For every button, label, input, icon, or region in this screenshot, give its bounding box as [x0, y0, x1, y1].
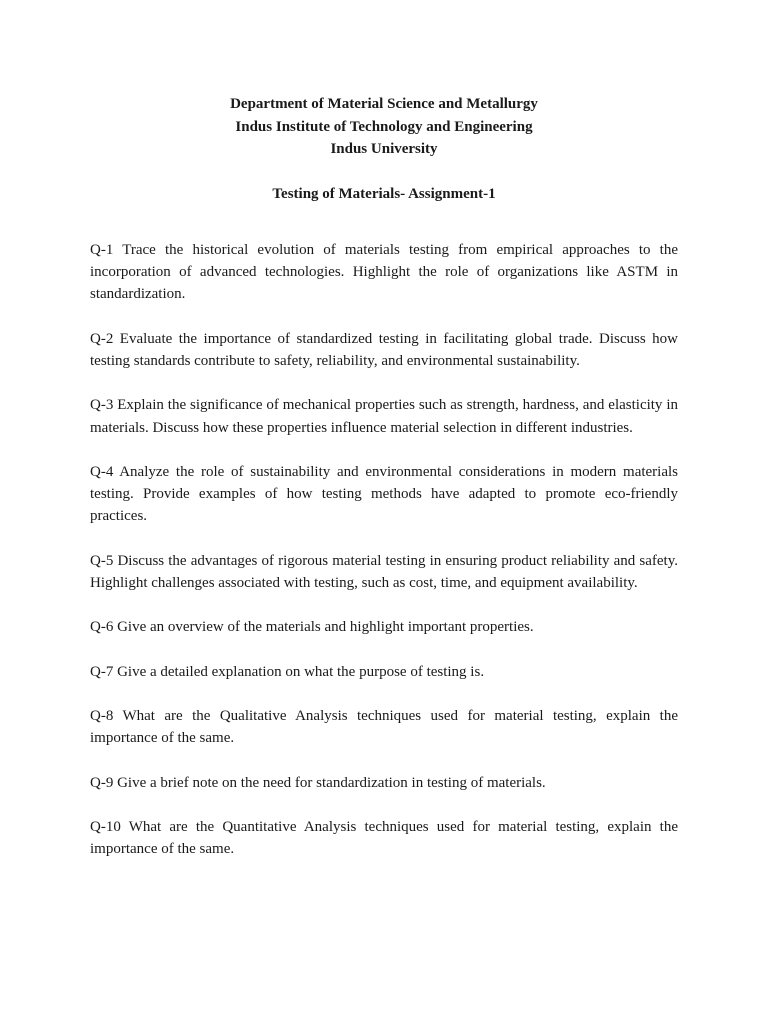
question-6: Q-6 Give an overview of the materials and highlight important properties.: [90, 619, 534, 636]
question-9: Q-9 Give a brief note on the need for standardization in testing of materials.: [90, 774, 546, 791]
question-8: Q-8 What are the Qualitative Analysis techniques used for material testing, explain the importance of the same.: [90, 708, 678, 747]
question-4: Q-4 Analyze the role of sustainability and environmental considerations in modern materials testing. Provide examples of how testing methods have adapted to promote eco-friendly practices.: [90, 463, 678, 525]
institute-name: Indus Institute of Technology and Engineering: [235, 118, 533, 135]
document-page: [90, 93, 678, 883]
question-7: Q-7 Give a detailed explanation on what the purpose of testing is.: [90, 663, 485, 680]
university-name: Indus University: [330, 141, 438, 157]
document-header: [90, 93, 678, 161]
assignment-title: Testing of Materials- Assignment-1: [272, 185, 496, 202]
question-2: Q-2 Evaluate the importance of standardized testing in facilitating global trade. Discuss how testing standards contribute to safety, reliability, and environmental sustainability.: [90, 330, 678, 369]
question-list: [90, 239, 678, 861]
question-10: Q-10 What are the Quantitative Analysis techniques used for material testing, explain the importance of the same.: [90, 819, 678, 858]
question-5: Q-5 Discuss the advantages of rigorous material testing in ensuring product reliability and safety. Highlight challenges associated with testing, such as cost, time, and equipment availability.: [90, 552, 678, 591]
department-name: Department of Material Science and Metallurgy: [230, 96, 538, 112]
question-3: Q-3 Explain the significance of mechanical properties such as strength, hardness, and elasticity in materials. Discuss how these properties influence material selection in different industries.: [90, 397, 678, 436]
question-1: Q-1 Trace the historical evolution of materials testing from empirical approaches to the incorporation of advanced technologies. Highlight the role of organizations like ASTM in standardization.: [90, 242, 678, 303]
